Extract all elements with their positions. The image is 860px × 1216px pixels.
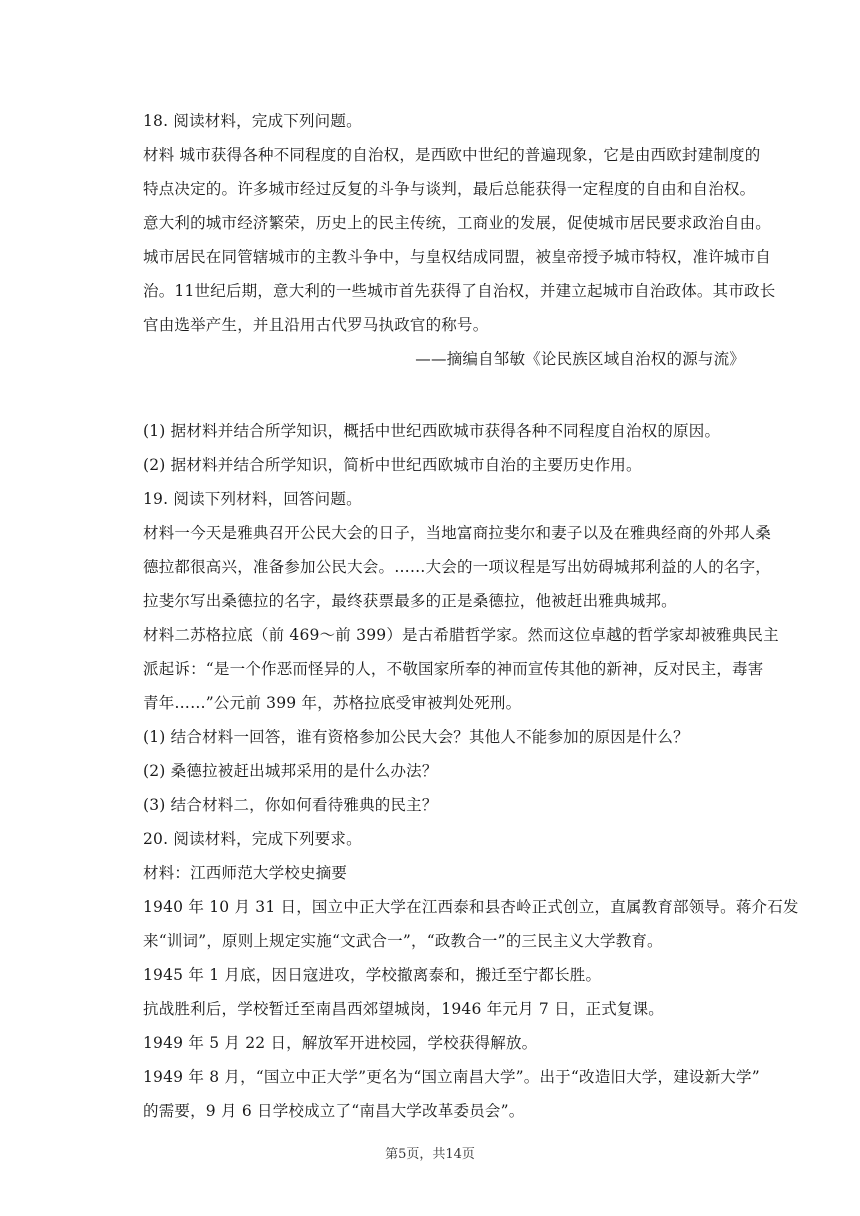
material-line: 特点决定的。许多城市经过反复的斗争与谈判，最后总能获得一定程度的自由和自治权。 <box>143 180 756 198</box>
sub-question: (2) 据材料并结合所学知识，简析中世纪西欧城市自治的主要历史作用。 <box>143 456 642 474</box>
page-number: 第5页，共14页 <box>385 1147 475 1162</box>
material-line: 意大利的城市经济繁荣，历史上的民主传统，工商业的发展，促使城市居民要求政治自由。 <box>143 214 772 232</box>
material-line: 城市居民在同管辖城市的主教斗争中，与皇权结成同盟，被皇帝授予城市特权，准许城市自 <box>143 248 772 266</box>
source-citation: ——摘编自邹敏《论民族区域自治权的源与流》 <box>415 350 745 368</box>
material-line: 青年……”公元前 399 年，苏格拉底受审被判处死刑。 <box>143 694 522 712</box>
material-line: 材料二苏格拉底（前 469～前 399）是古希腊哲学家。然而这位卓越的哲学家却被雅典民主 <box>143 626 779 644</box>
sub-question: (2) 桑德拉被赶出城邦采用的是什么办法？ <box>143 762 438 780</box>
material-line: 治。11世纪后期，意大利的一些城市首先获得了自治权，并建立起城市自治政体。其市政长 <box>143 282 776 300</box>
material-line: 1940 年 10 月 31 日，国立中正大学在江西泰和县杏岭正式创立，直属教育部领导。蒋介石发 <box>143 898 799 916</box>
material-line: 来“训词”，原则上规定实施“文武合一”，“政教合一”的三民主义大学教育。 <box>143 932 663 950</box>
material-line: 1949 年 8 月，“国立中正大学”更名为“国立南昌大学”。出于“改造旧大学，建设新大学” <box>143 1068 760 1086</box>
material-line: 拉斐尔写出桑德拉的名字，最终获票最多的正是桑德拉，他被赶出雅典城邦。 <box>143 592 677 610</box>
sub-question: (1) 据材料并结合所学知识，概括中世纪西欧城市获得各种不同程度自治权的原因。 <box>143 422 721 440</box>
question-18-title: 18. 阅读材料，完成下列问题。 <box>143 112 362 130</box>
material-line: 材料 城市获得各种不同程度的自治权，是西欧中世纪的普遍现象，它是由西欧封建制度的 <box>143 146 761 164</box>
material-line: 1949 年 5 月 22 日，解放军开进校园，学校获得解放。 <box>143 1034 538 1052</box>
spacer <box>143 376 753 414</box>
material-line: 派起诉：“是一个作恶而怪异的人，不敬国家所奉的神而宣传其他的新神，反对民主，毒害 <box>143 660 764 678</box>
material-line: 官由选举产生，并且沿用古代罗马执政官的称号。 <box>143 316 489 334</box>
question-20-title: 20. 阅读材料，完成下列要求。 <box>143 830 362 848</box>
material-line: 材料一今天是雅典召开公民大会的日子，当地富商拉斐尔和妻子以及在雅典经商的外邦人桑 <box>143 524 772 542</box>
material-line: 材料：江西师范大学校史摘要 <box>143 864 348 882</box>
question-19-title: 19. 阅读下列材料，回答问题。 <box>143 490 362 508</box>
material-line: 的需要，9 月 6 日学校成立了“南昌大学改革委员会”。 <box>143 1102 525 1120</box>
material-line: 抗战胜利后，学校暂迁至南昌西郊望城岗，1946 年元月 7 日，正式复课。 <box>143 1000 664 1018</box>
exam-content <box>143 104 799 1128</box>
material-line: 德拉都很高兴，准备参加公民大会。……大会的一项议程是写出妨碍城邦利益的人的名字， <box>143 558 772 576</box>
sub-question: (1) 结合材料一回答，谁有资格参加公民大会？其他人不能参加的原因是什么？ <box>143 728 689 746</box>
material-line: 1945 年 1 月底，因日寇进攻，学校撤离泰和，搬迁至宁都长胜。 <box>143 966 602 984</box>
sub-question: (3) 结合材料二，你如何看待雅典的民主？ <box>143 796 438 814</box>
